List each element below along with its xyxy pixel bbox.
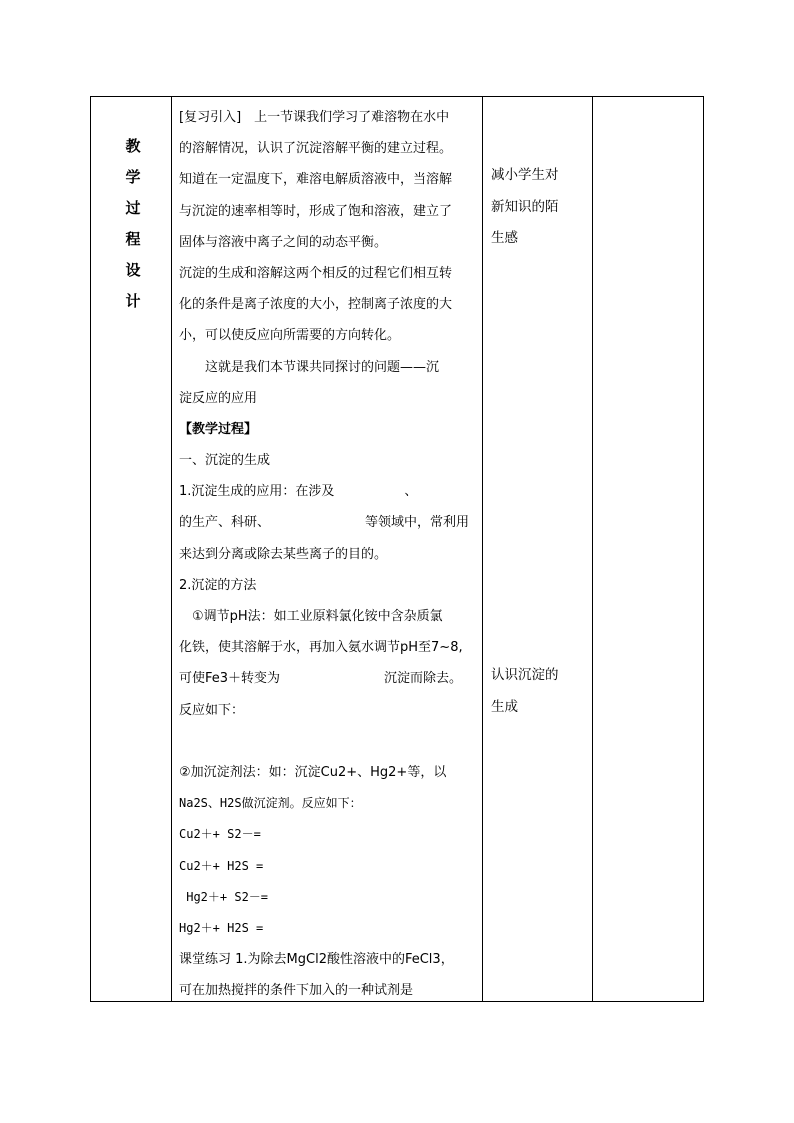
content-fragment: 沉淀而除去。: [384, 671, 463, 687]
equation-line: Hg2＋+ S2－=: [179, 889, 269, 904]
content-fragment: 等领域中，常利用: [365, 515, 470, 531]
content-line: 小，可以使反应向所需要的方向转化。: [179, 328, 401, 344]
lesson-table: [90, 96, 704, 1002]
lesson-content: [179, 102, 479, 1006]
content-line: [179, 507, 479, 538]
content-heading: 【教学过程】: [179, 421, 258, 437]
note-line: 生成: [491, 698, 518, 715]
content-line: 的溶解情况，认识了沉淀溶解平衡的建立过程。: [179, 141, 453, 157]
content-line: 反应如下：: [179, 702, 245, 718]
content-line: 2.沉淀的方法: [179, 577, 257, 593]
section-label-char: 设: [125, 261, 141, 279]
content-line: 沉淀的生成和溶解这两个相反的过程它们相互转: [179, 265, 453, 281]
content-line: [179, 726, 479, 757]
content-line: 这就是我们本节课共同探讨的问题——沉: [179, 359, 440, 375]
content-line: 可在加热搅拌的条件下加入的一种试剂是: [179, 983, 414, 999]
content-line: 一、沉淀的生成: [179, 453, 271, 469]
note-line: 新知识的陌: [491, 198, 559, 215]
section-label-char: 教: [125, 137, 141, 155]
content-line: 知道在一定温度下，难溶电解质溶液中，当溶解: [179, 172, 453, 188]
content-line: ②加沉淀剂法：如：沉淀Cu2+、Hg2+等，以: [179, 764, 447, 780]
section-label-char: 计: [125, 292, 141, 310]
content-line: [179, 476, 479, 507]
column-divider: [592, 97, 593, 1001]
content-line: [复习引入] 上一节课我们学习了难溶物在水中: [179, 110, 450, 125]
equation-line: Cu2＋+ H2S =: [179, 858, 264, 873]
content-fragment: 、: [404, 484, 418, 500]
content-line: [179, 663, 479, 694]
content-line: Na2S、H2S做沉淀剂。反应如下：: [179, 796, 362, 811]
content-line: 固体与溶液中离子之间的动态平衡。: [179, 234, 388, 250]
content-line: 淀反应的应用: [179, 390, 258, 406]
content-fragment: 1.沉淀生成的应用：在涉及: [179, 484, 335, 500]
content-line: 来达到分离或除去某些离子的目的。: [179, 546, 388, 562]
purpose-note: [491, 660, 591, 723]
content-line: 化铁，使其溶解于水，再加入氨水调节pH至7~8,: [179, 640, 463, 656]
content-line: 课堂练习 1.为除去MgCl2酸性溶液中的FeCl3，: [179, 952, 454, 968]
section-label-char: 学: [125, 168, 141, 186]
column-divider: [171, 97, 172, 1001]
section-label-char: 过: [125, 199, 141, 217]
equation-line: Hg2＋+ H2S =: [179, 920, 264, 935]
column-divider: [482, 97, 483, 1001]
note-line: 认识沉淀的: [491, 667, 559, 683]
content-fragment: 的生产、科研、: [179, 515, 271, 531]
section-label: [113, 131, 153, 317]
note-line: 生感: [491, 230, 518, 246]
equation-line: Cu2＋+ S2－=: [179, 827, 261, 842]
content-line: 与沉淀的速率相等时，形成了饱和溶液，建立了: [179, 203, 453, 219]
content-line: ①调节pH法：如工业原料氯化铵中含杂质氯: [179, 609, 443, 624]
purpose-note: [491, 160, 591, 255]
section-label-char: 程: [125, 230, 141, 248]
content-fragment: 可使Fe3＋转变为: [179, 671, 281, 687]
note-line: 减小学生对: [491, 167, 559, 183]
content-line: 化的条件是离子浓度的大小，控制离子浓度的大: [179, 297, 453, 313]
